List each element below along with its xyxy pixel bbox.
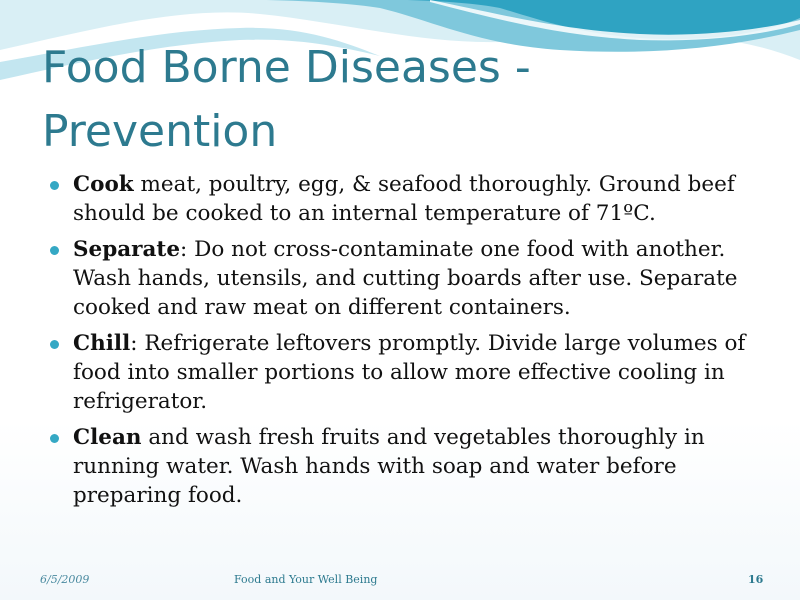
- footer-title: Food and Your Well Being: [234, 573, 378, 586]
- bullet-list: [48, 170, 758, 517]
- bullet-icon: [50, 340, 59, 349]
- bullet-text: : Refrigerate leftovers promptly. Divide large volumes of food into smaller portions to allow more effective cooling in refrigerator.: [73, 331, 746, 414]
- footer-date: 6/5/2009: [40, 573, 90, 586]
- bullet-lead: Separate: [73, 237, 181, 262]
- bullet-item-separate: [48, 235, 758, 322]
- footer-page-number: 16: [748, 573, 764, 586]
- bullet-icon: [50, 246, 59, 255]
- bullet-icon: [50, 181, 59, 190]
- bullet-item-clean: [48, 423, 758, 510]
- slide-title: Food Borne Diseases - Prevention: [42, 42, 531, 157]
- bullet-item-chill: [48, 329, 758, 416]
- bullet-lead: Cook: [73, 172, 134, 197]
- bullet-lead: Chill: [73, 331, 131, 356]
- bullet-text: and wash fresh fruits and vegetables thoroughly in running water. Wash hands with soap and water before preparing food.: [73, 425, 705, 508]
- bullet-icon: [50, 434, 59, 443]
- bullet-lead: Clean: [73, 425, 142, 450]
- bullet-text: meat, poultry, egg, & seafood thoroughly. Ground beef should be cooked to an internal temperature of 71ºC.: [73, 172, 735, 226]
- bullet-item-cook: [48, 170, 758, 228]
- bullet-text: : Do not cross-contaminate one food with another. Wash hands, utensils, and cutting boards after use. Separate cooked and raw meat on different containers.: [73, 237, 738, 320]
